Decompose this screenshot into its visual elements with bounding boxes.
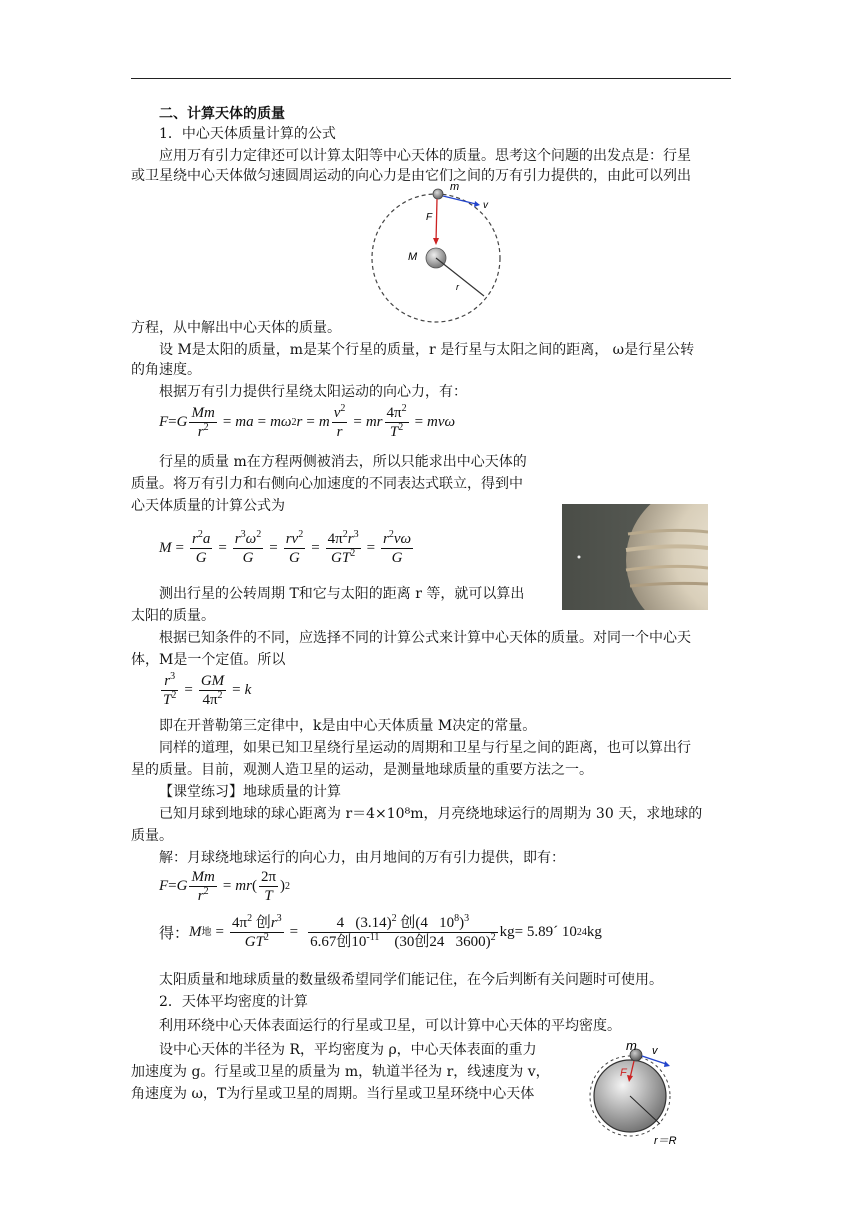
paragraph-1-line-3: 方程，从中解出中心天体的质量。: [131, 320, 341, 336]
paragraph-5-line-2: 太阳的质量。: [131, 608, 215, 624]
label-v: v: [652, 1045, 658, 1057]
paragraph-2-line-1: 设 M是太阳的质量，m是某个行星的质量，r 是行星与太阳之间的距离， ω是行星公转: [159, 342, 695, 358]
paragraph-8-line-2: 星的质量。目前，观测人造卫星的运动，是测量地球质量的重要方法之一。: [131, 762, 593, 778]
paragraph-8-line-1: 同样的道理，如果已知卫星绕行星运动的周期和卫星与行星之间的距离，也可以算出行: [159, 740, 691, 756]
result-unit: kg: [586, 924, 602, 940]
label-F: F: [620, 1067, 627, 1079]
label-v: v: [483, 200, 488, 211]
solution-intro: 解：月球绕地球运行的向心力，由月地间的万有引力提供，即有：: [159, 850, 565, 866]
paragraph-3: 根据万有引力提供行星绕太阳运动的向心力，有：: [159, 384, 467, 400]
jupiter-photo: [562, 504, 708, 610]
orbit-diagram: [368, 178, 508, 328]
result-value: kg= 5.89ˊ 10: [499, 924, 577, 940]
paragraph-4-line-2: 质量。将万有引力和右侧向心加速度的不同表达式联立，得到中: [131, 476, 523, 492]
planet: [433, 189, 443, 199]
subsection-2: 2．天体平均密度的计算: [159, 994, 308, 1010]
paragraph-5-line-1: 测出行星的公转周期 T和它与太阳的距离 r 等，就可以算出: [159, 586, 525, 602]
equation-force: F = G $\frac{Mm}{r^2}$ = ma = mω 2 r = m $\frac{v^2}{r}$ = mr $\frac{4\pi^2}{T^2}$ = mvω: [159, 403, 456, 440]
equation-moon-force: F = G $\frac{Mm}{r^2}$ = mr ( $\frac{2\pi}{T}$ ) 2: [159, 869, 291, 904]
equation-mass: M = $\frac{r^2a}{G}$ = $\frac{r^3\omega^2}{G}$ = $\frac{rv^2}{G}$ = $\frac{4\pi^2r^3}{GT^2}$ = $\frac{r^2v\omega}{G}$: [159, 529, 412, 566]
label-m: m: [626, 1038, 637, 1053]
paragraph-2-line-2: 的角速度。: [131, 362, 201, 378]
paragraph-1-line-2: 或卫星绕中心天体做匀速圆周运动的向心力是由它们之间的万有引力提供的，由此可以列出: [131, 168, 691, 184]
paragraph-4-line-1: 行星的质量 m在方程两侧被消去，所以只能求出中心天体的: [159, 454, 527, 470]
section-title: 二、计算天体的质量: [159, 106, 285, 122]
label-m: m: [450, 181, 460, 193]
label-r-equals-R: r＝R: [654, 1135, 677, 1147]
label-F: F: [426, 212, 433, 223]
paragraph-6-line-2: 体，M是一个定值。所以: [131, 652, 286, 668]
paragraph-9: 太阳质量和地球质量的数量级希望同学们能记住，在今后判断有关问题时可使用。: [159, 972, 663, 988]
equation-kepler: $\frac{r^3}{T^2}$ = $\frac{GM}{4\pi^2}$ = k: [163, 671, 252, 708]
paragraph-7: 即在开普勒第三定律中，k是由中心天体质量 M决定的常量。: [159, 718, 537, 734]
label-M: M: [408, 251, 418, 263]
exercise-line-1: 已知月球到地球的球心距离为 r＝4×10⁸m，月亮绕地球运行的周期为 30 天，求地球的: [159, 806, 703, 822]
result-prefix: 得：: [159, 926, 190, 942]
paragraph-6-line-1: 根据已知条件的不同，应选择不同的计算公式来计算中心天体的质量。对同一个中心天: [159, 630, 691, 646]
equation-earth-mass: 得： M 地 = $\frac{4\pi^2 创r^3}{GT^2}$ = $\frac{4 (3.14)^2 创(4 10^8)^3}{6.67创10^{-11} (30创24 3600)^2}$ kg= 5.89ˊ 10 24 kg: [159, 913, 602, 950]
label-r: r: [456, 282, 459, 292]
paragraph-11-line-3: 角速度为 ω，T为行星或卫星的周期。当行星或卫星环绕中心天体: [131, 1086, 535, 1102]
exercise-title: 【课堂练习】地球质量的计算: [159, 784, 341, 800]
paragraph-1-line-1: 应用万有引力定律还可以计算太阳等中心天体的质量。思考这个问题的出发点是：行星: [159, 148, 691, 164]
surface-orbit-diagram: [580, 1038, 690, 1148]
paragraph-4-line-3: 心天体质量的计算公式为: [131, 498, 285, 514]
paragraph-11-line-1: 设中心天体的半径为 R，平均密度为 ρ，中心天体表面的重力: [159, 1042, 537, 1058]
paragraph-11-line-2: 加速度为 g。行星或卫星的质量为 m，轨道半径为 r，线速度为 v，: [131, 1064, 550, 1080]
header-rule: [131, 78, 731, 79]
exercise-line-2: 质量。: [131, 828, 173, 844]
paragraph-10: 利用环绕中心天体表面运行的行星或卫星，可以计算中心天体的平均密度。: [159, 1018, 621, 1034]
subsection-1: 1．中心天体质量计算的公式: [159, 126, 336, 142]
